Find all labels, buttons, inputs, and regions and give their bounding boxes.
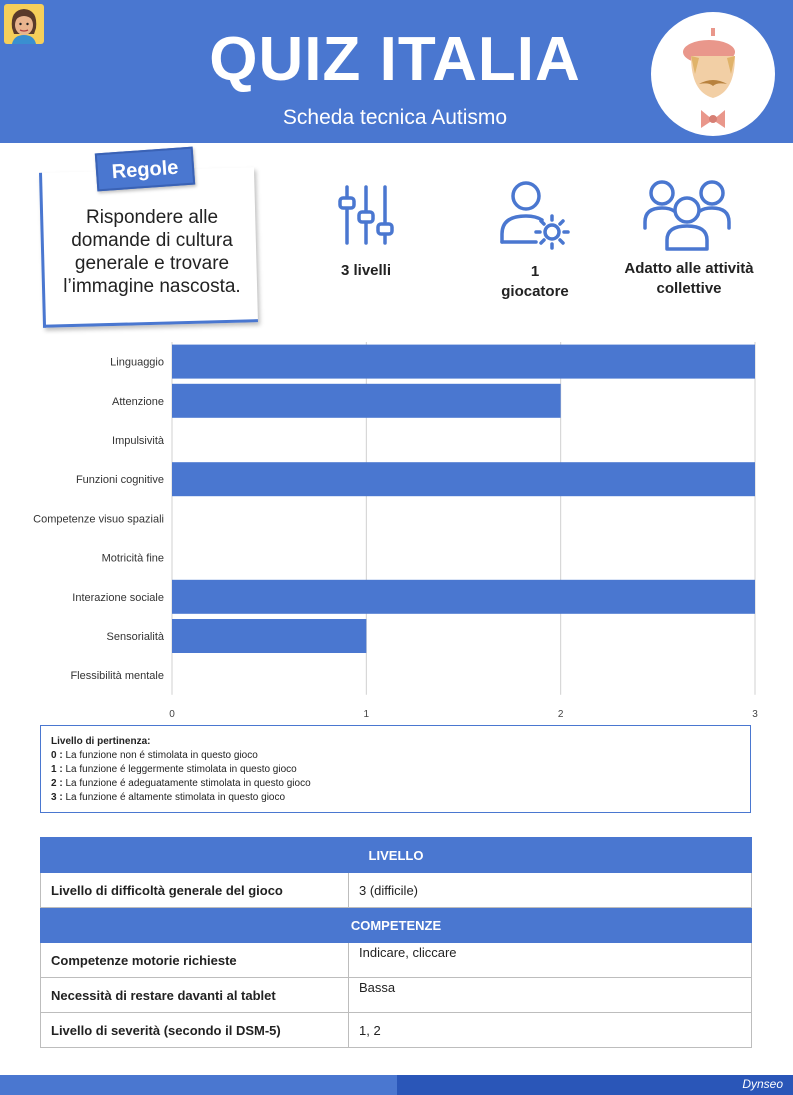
feature-players-text: giocatore — [501, 283, 569, 300]
footer-bar-dark — [397, 1075, 793, 1095]
group-icon — [642, 178, 732, 252]
x-tick-label: 2 — [557, 708, 564, 720]
legend-item-0: 0 : La funzione non é stimolata in questo gioco — [51, 750, 258, 761]
x-tick-label: 0 — [169, 708, 175, 720]
brand-logo: Dynseo — [742, 1077, 783, 1091]
user-gear-icon — [498, 180, 572, 252]
info-table — [40, 837, 752, 1048]
legend-title: Livello di pertinenza: — [51, 736, 151, 747]
feature-collective-line2: collettive — [656, 280, 722, 297]
y-category-label: Linguaggio — [110, 356, 164, 369]
y-category-label: Sensorialità — [106, 631, 164, 643]
rules-text: Rispondere alle domande di cultura generale e trovare l’immagine nascosta. — [63, 207, 241, 297]
footer-bar — [0, 1075, 397, 1095]
legend-item-1: 1 : La funzione é leggermente stimolata in questo gioco — [51, 764, 297, 775]
difficulty-label: Livello di difficoltà generale del gioco — [41, 873, 349, 908]
bar-1 — [172, 384, 561, 418]
rules-tag: Regole — [95, 147, 195, 192]
motor-value: Indicare, cliccare — [349, 943, 752, 978]
y-category-label: Competenze visuo spaziali — [33, 513, 164, 526]
x-tick-label: 1 — [363, 708, 370, 720]
legend-item-2: 2 : La funzione é adeguatamente stimolata in questo gioco — [51, 778, 311, 789]
feature-players-label — [475, 262, 595, 302]
severity-label: Livello di severità (secondo il DSM-5) — [41, 1013, 349, 1048]
table-row — [41, 943, 752, 978]
table-row — [41, 1013, 752, 1048]
tablet-label: Necessità di restare davanti al tablet — [41, 978, 349, 1013]
table-section-header — [41, 908, 752, 943]
section-level-title: LIVELLO — [41, 838, 752, 873]
tablet-value: Bassa — [349, 978, 752, 1013]
sliders-icon — [334, 184, 398, 248]
y-category-label: Motricità fine — [101, 552, 164, 565]
bar-6 — [172, 580, 755, 614]
relevance-legend — [40, 725, 751, 813]
bar-7 — [172, 619, 366, 653]
page-title: QUIZ ITALIA — [209, 25, 581, 94]
feature-levels-label: 3 livelli — [340, 262, 392, 279]
relevance-bar-chart — [0, 330, 793, 720]
table-row — [41, 873, 752, 908]
y-category-label: Attenzione — [112, 395, 164, 408]
severity-value: 1, 2 — [349, 1013, 752, 1048]
x-tick-label: 3 — [752, 708, 758, 720]
difficulty-value: 3 (difficile) — [349, 873, 752, 908]
legend-item-3: 3 : La funzione é altamente stimolata in questo gioco — [51, 792, 286, 803]
feature-collective-line1: Adatto alle attività — [624, 260, 754, 277]
feature-collective-label — [604, 259, 774, 299]
table-section-header — [41, 838, 752, 873]
table-row — [41, 978, 752, 1013]
mascot-illustration — [651, 12, 775, 136]
feature-players-number: 1 — [530, 263, 540, 280]
bar-3 — [172, 462, 755, 496]
section-skills-title: COMPETENZE — [41, 908, 752, 943]
y-category-label: Funzioni cognitive — [75, 474, 164, 487]
y-category-label: Impulsività — [112, 435, 164, 447]
avatar — [4, 4, 44, 44]
motor-label: Competenze motorie richieste — [41, 943, 349, 978]
y-category-label: Interazione sociale — [72, 591, 164, 604]
page-subtitle: Scheda tecnica Autismo — [282, 106, 508, 129]
bar-0 — [172, 345, 755, 379]
y-category-label: Flessibilità mentale — [70, 670, 164, 683]
